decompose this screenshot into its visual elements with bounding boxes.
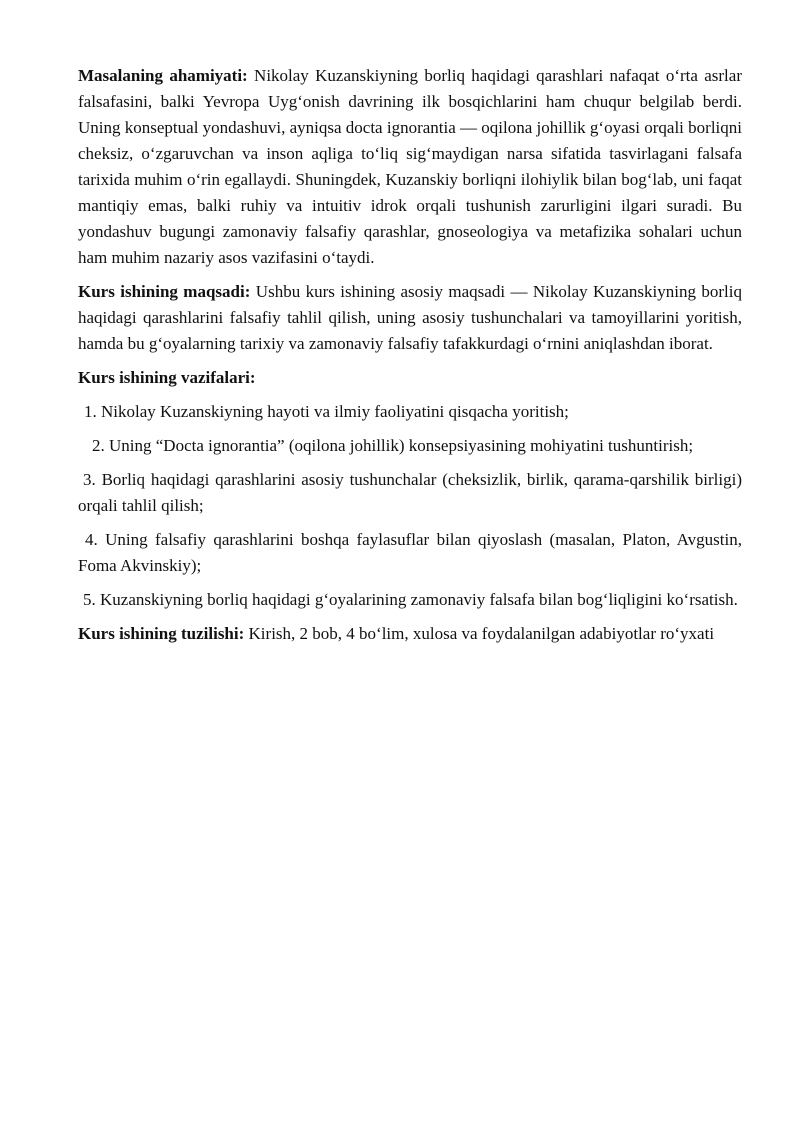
tasks-heading: Kurs ishining vazifalari: (78, 368, 256, 387)
structure-paragraph (78, 621, 742, 647)
structure-heading: Kurs ishining tuzilishi: (78, 624, 245, 643)
structure-text: Kirish, 2 bob, 4 bo‘lim, xulosa va foydalanilgan adabiyotlar ro‘yxati (244, 624, 715, 643)
tasks-heading-paragraph (78, 365, 742, 391)
task-item-4: 4. Uning falsafiy qarashlarini boshqa faylasuflar bilan qiyoslash (masalan, Platon, Avgustin, Foma Akvinskiy); (78, 530, 742, 575)
importance-paragraph (78, 63, 742, 271)
importance-text: Nikolay Kuzanskiyning borliq haqidagi qarashlari nafaqat o‘rta asrlar falsafasini, balki Yevropa Uyg‘onish davrining ilk bosqichlarini ham chuqur belgilab berdi. Uning konseptual yondashuvi, ayniqsa docta ignorantia — oqilona johillik g‘oyasi orqali borliqni cheksiz, o‘zgaruvchan va inson aqliga to‘liq sig‘maydigan narsa sifatida tasvirlagani falsafa tarixida muhim o‘rin egallaydi. Shuningdek, Kuzanskiy borliqni ilohiylik bilan bog‘lab, uni faqat mantiqiy emas, balki ruhiy va intuitiv idrok orqali tushunish zarurligini ilgari suradi. Bu yondashuv bugungi zamonaviy falsafiy qarashlar, gnoseologiya va metafizika sohalari uchun ham muhim nazariy asos vazifasini o‘taydi. (78, 66, 742, 267)
task-item-2: 2. Uning “Docta ignorantia” (oqilona johillik) konsepsiyasining mohiyatini tushuntirish; (92, 436, 694, 455)
goal-heading: Kurs ishining maqsadi: (78, 282, 251, 301)
importance-heading: Masalaning ahamiyati: (78, 66, 248, 85)
goal-text: Ushbu kurs ishining asosiy maqsadi — Nikolay Kuzanskiyning borliq haqidagi qarashlarini falsafiy tahlil qilish, uning asosiy tushunchalari va tamoyillarini yoritish, hamda bu g‘oyalarning tarixiy va zamonaviy falsafiy tafakkurdagi o‘rnini aniqlashdan iborat. (78, 282, 742, 353)
goal-paragraph (78, 279, 742, 357)
document-page (78, 63, 742, 655)
task-item-1: 1. Nikolay Kuzanskiyning hayoti va ilmiy faoliyatini qisqacha yoritish; (84, 402, 569, 421)
task-item-5: 5. Kuzanskiyning borliq haqidagi g‘oyalarining zamonaviy falsafa bilan bog‘liqligini ko‘rsatish. (83, 590, 738, 609)
task-item-3: 3. Borliq haqidagi qarashlarini asosiy tushunchalar (cheksizlik, birlik, qarama-qarshilik birligi) orqali tahlil qilish; (78, 470, 742, 515)
